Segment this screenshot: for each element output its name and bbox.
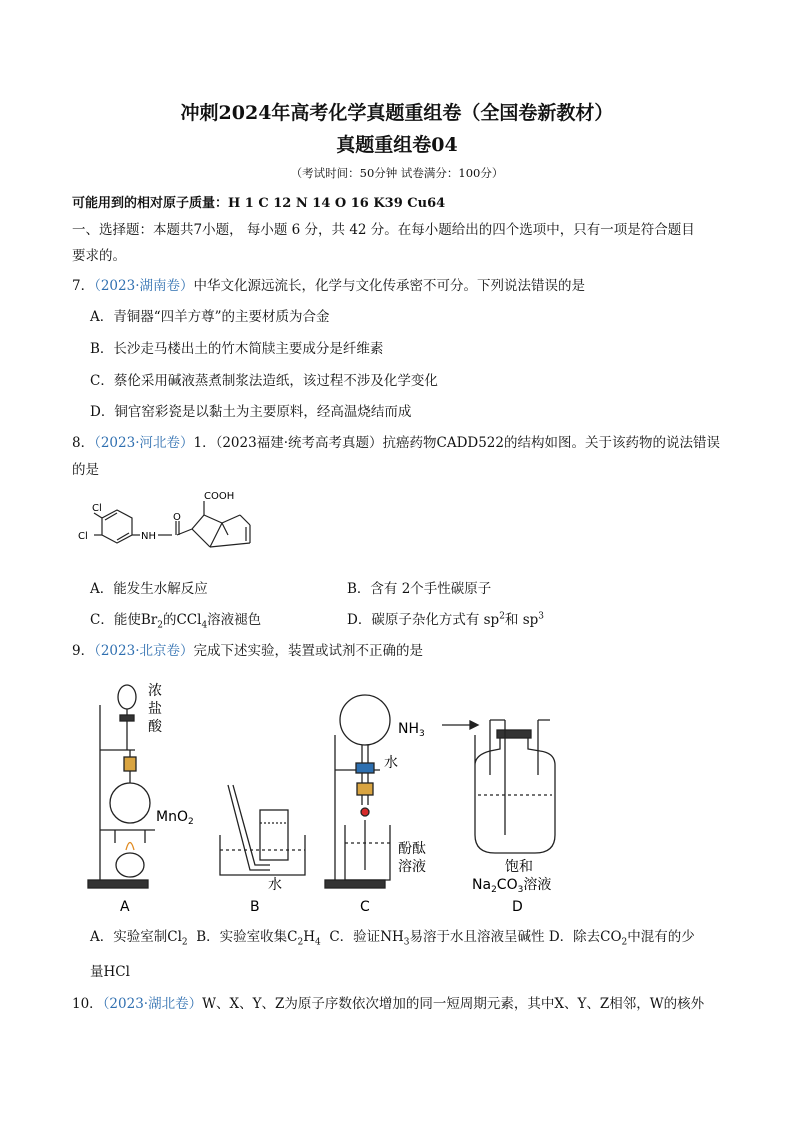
q7-number: 7．	[72, 278, 95, 294]
q7-option-c: C．蔡伦采用碱液蒸煮制浆法造纸，该过程不涉及化学变化	[90, 373, 438, 389]
q8-source: （2023·河北卷）	[94, 435, 194, 451]
fig-label-d: D	[512, 899, 523, 915]
q8-stem	[72, 431, 720, 451]
q8-option-b: B．含有 2个手性碳原子	[347, 581, 492, 597]
fig-phenol-1: 酚酞	[398, 841, 426, 857]
q10-source: （2023·湖北卷）	[102, 996, 203, 1012]
q8-number: 8．	[72, 435, 95, 451]
fig-nh3: $NH_3$	[398, 721, 425, 739]
paper-subtitle: 真题重组卷04	[336, 134, 458, 156]
q9-number: 9．	[72, 643, 95, 659]
exam-info: （考试时间：50分钟 试卷满分：100分）	[290, 166, 504, 180]
q9-options: A．实验室制$Cl_2$ B．实验室收集$C_2H_4$ C．验证$NH_3$易溶于水且溶液呈碱性 D．除去$CO_2$中混有的少	[90, 929, 695, 948]
fig-label-b: B	[250, 899, 260, 915]
section-intro-line1: 一、选择题：本题共7小题， 每小题 6 分，共 42 分。在每小题给出的四个选项中，只有一项是符合题目	[72, 222, 695, 238]
fig-mno2: MnO$_2$	[156, 809, 194, 827]
q9-text: 完成下述实验，装置或试剂不正确的是	[193, 643, 423, 659]
q9-source: （2023·北京卷）	[94, 643, 194, 659]
fig-acid-2: 盐	[148, 701, 162, 717]
struct-cl2: Cl	[78, 531, 88, 542]
struct-cooh: COOH	[204, 491, 235, 502]
q7-option-a: A．青铜器“四羊方尊”的主要材质为合金	[90, 309, 330, 325]
fig-label-a: A	[120, 899, 130, 915]
q9-option-d-cont: 量HCl	[90, 964, 130, 980]
q8-text: 1．（2023福建·统考高考真题）抗癌药物CADD522的结构如图。关于该药物的说法错误	[193, 435, 720, 451]
fig-water-b: 水	[268, 877, 282, 893]
struct-o: O	[173, 512, 181, 523]
q10-stem	[72, 992, 704, 1012]
paper-title: 冲刺2024年高考化学真题重组卷（全国卷新教材）	[180, 102, 614, 124]
q8-stem-cont: 的是	[72, 462, 99, 478]
section-intro-line2: 要求的。	[72, 248, 126, 264]
struct-cl1: Cl	[92, 503, 102, 514]
fig-saturated: 饱和	[505, 859, 533, 875]
q9-stem	[72, 639, 423, 659]
q9-apparatus-figure	[80, 675, 600, 915]
q8-option-a: A．能发生水解反应	[90, 581, 208, 597]
struct-nh: NH	[141, 531, 156, 542]
fig-label-c: C	[360, 899, 370, 915]
fig-acid-1: 浓	[148, 683, 162, 699]
q7-option-b: B．长沙走马楼出土的竹木简牍主要成分是纤维素	[90, 341, 384, 357]
fig-water-c: 水	[384, 755, 398, 771]
fig-acid-3: 酸	[148, 719, 162, 735]
cadd522-structure	[72, 485, 282, 565]
q8-option-c: C．能使$Br_2$的CCl$_4$溶液褪色	[90, 612, 262, 631]
q7-text: 中华文化源远流长，化学与文化传承密不可分。下列说法错误的是	[193, 278, 585, 294]
q7-option-d: D．铜官窑彩瓷是以黏土为主要原料，经高温烧结而成	[90, 404, 412, 420]
q7-source: （2023·湖南卷）	[94, 278, 194, 294]
fig-phenol-2: 溶液	[398, 859, 426, 875]
q10-text: W、X、Y、Z为原子序数依次增加的同一短周期元素，其中X、Y、Z相邻，W的核外	[202, 996, 705, 1012]
q8-option-d: D．碳原子杂化方式有 $sp^2$和 $sp^3$	[347, 611, 545, 628]
q7-stem	[72, 274, 585, 294]
fig-na2co3: $Na_2CO_3$溶液	[472, 877, 552, 895]
q10-number: 10．	[72, 996, 103, 1012]
atomic-masses: 可能用到的相对原子质量：H 1 C 12 N 14 O 16 K39 Cu64	[72, 196, 446, 211]
